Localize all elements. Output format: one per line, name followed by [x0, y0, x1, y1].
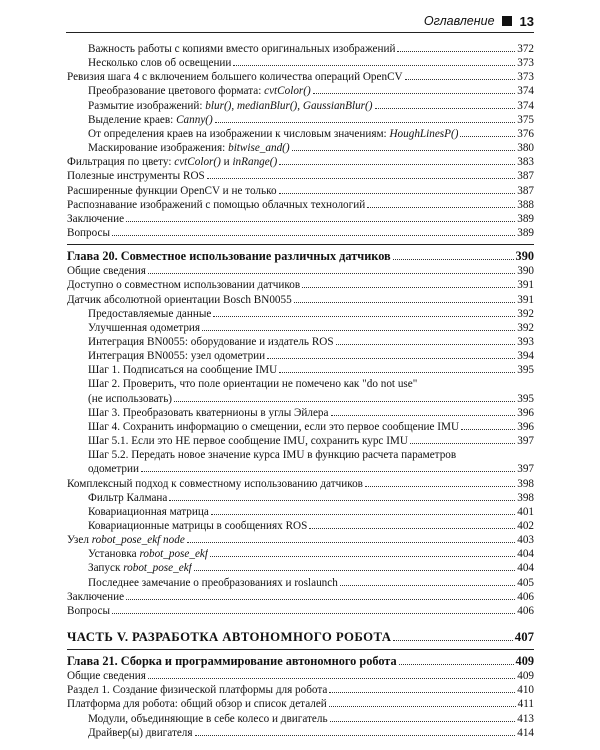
toc-entry-title [67, 248, 391, 264]
toc-entry [67, 184, 534, 198]
square-marker-icon [502, 16, 512, 26]
toc-subentry [67, 434, 534, 448]
title-text: Общие сведения [67, 670, 146, 683]
dot-leader [397, 51, 515, 52]
title-text: Заключение [67, 212, 125, 225]
toc-entry [67, 533, 534, 547]
dot-leader [211, 514, 515, 515]
toc-page-number: 397 [517, 463, 534, 476]
toc-page-number: 394 [517, 350, 534, 363]
toc-page-number: 401 [517, 505, 534, 518]
toc-entry-title [88, 127, 458, 141]
toc-entry-title [67, 155, 277, 169]
toc-entry-title [88, 462, 139, 476]
code-term: HoughLinesP() [389, 127, 459, 140]
toc-page-number: 373 [517, 71, 534, 84]
title-text: Несколько слов об освещении [88, 57, 232, 70]
toc-entry [67, 697, 534, 711]
toc-subentry [67, 42, 534, 56]
toc-entry-title [88, 561, 192, 575]
code-term: cvtColor() [264, 85, 311, 98]
toc-entry-title [67, 533, 185, 547]
title-text: Выделение краев: [88, 113, 177, 126]
toc-subentry [67, 84, 534, 98]
title-text: Фильтрация по цвету: [67, 156, 175, 169]
title-text: Драйвер(ы) двигателя [88, 726, 193, 739]
toc-subentry [67, 712, 534, 726]
dot-leader [141, 471, 515, 472]
toc-entry-title [67, 477, 363, 491]
title-text: и [220, 156, 233, 169]
dot-leader [112, 613, 515, 614]
dot-leader [393, 259, 514, 260]
toc-entry-title [88, 349, 265, 363]
toc-page-number: 389 [517, 212, 534, 225]
page-number: 13 [519, 13, 534, 29]
toc-subentry [67, 363, 534, 377]
toc-entry-title [88, 434, 408, 448]
title-text: Шаг 5.2. Передать новое значение курса IMU в функцию расчета параметров [88, 449, 457, 462]
toc-chapter [67, 649, 534, 669]
toc-subentry [67, 321, 534, 335]
toc-subentry [67, 726, 534, 740]
toc-subentry [67, 519, 534, 533]
toc-page-number: 393 [517, 335, 534, 348]
toc-entry [67, 683, 534, 697]
toc-subentry [67, 127, 534, 141]
toc-entry-title [88, 505, 209, 519]
code-term: bitwise_and() [228, 142, 290, 155]
dot-leader [399, 664, 514, 665]
dot-leader [148, 273, 515, 274]
dot-leader [279, 164, 515, 165]
toc-entry-title [88, 307, 211, 321]
toc-page-number: 405 [517, 576, 534, 589]
dot-leader [267, 358, 515, 359]
title-text: Вопросы [67, 227, 110, 240]
toc-entry [67, 169, 534, 183]
toc-entry-title [67, 604, 110, 618]
toc-entry-title [88, 113, 213, 127]
toc-entry-title [67, 653, 397, 669]
code-term: robot_pose_ekf [139, 548, 208, 561]
toc-subentry [67, 462, 534, 476]
toc-entry [67, 264, 534, 278]
dot-leader [367, 207, 515, 208]
toc-entry [67, 293, 534, 307]
toc-entry-title [67, 212, 124, 226]
toc-page-number: 409 [517, 670, 534, 683]
title-text: Интеграция BN0055: оборудование и издатель ROS [88, 335, 334, 348]
dot-leader [169, 500, 515, 501]
toc-part [67, 629, 534, 645]
toc-page-number: 391 [517, 293, 534, 306]
dot-leader [148, 678, 515, 679]
title-text: Узел [67, 534, 92, 547]
title-text: Фильтр Калмана [88, 491, 168, 504]
toc-page-number: 372 [517, 43, 534, 55]
toc-entry [67, 212, 534, 226]
toc-entry [67, 70, 534, 84]
title-text: Ковариационная матрица [88, 505, 209, 518]
title-text: Шаг 4. Сохранить информацию о смещении, если это первое сообщение IMU [88, 420, 460, 433]
toc-page-number: 406 [517, 604, 534, 617]
dot-leader [194, 570, 515, 571]
toc-entry [67, 198, 534, 212]
dot-leader [329, 706, 516, 707]
title-text: Установка [88, 548, 140, 561]
toc-entry-title [88, 726, 193, 740]
title-text: Глава 21. Сборка и программирование автономного робота [67, 654, 397, 669]
toc-entry-title [88, 335, 334, 349]
title-text: (не использовать) [88, 392, 173, 405]
dot-leader [210, 556, 515, 557]
title-text: Размытие изображений: [88, 99, 206, 112]
toc-page-number: 404 [517, 562, 534, 575]
toc-subentry [67, 392, 534, 406]
toc-entry [67, 278, 534, 292]
dot-leader [329, 692, 515, 693]
toc-entry-title [67, 293, 292, 307]
toc-entry-title [88, 42, 395, 56]
toc-entry-title [88, 377, 417, 391]
toc-subentry [67, 99, 534, 113]
toc-entry-title [67, 683, 327, 697]
toc-entry-title [88, 406, 329, 420]
title-text: Последнее замечание о преобразованиях и roslaunch [88, 576, 338, 589]
toc-entry-title [67, 590, 124, 604]
dot-leader [207, 178, 515, 179]
title-text: Улучшенная одометрия [88, 321, 201, 334]
toc-page-number: 398 [517, 477, 534, 490]
code-term: robot_pose_ekf [123, 562, 192, 575]
toc-subentry [67, 349, 534, 363]
dot-leader [410, 443, 515, 444]
dot-leader [215, 122, 515, 123]
dot-leader [313, 93, 515, 94]
toc-entry-title [88, 448, 456, 462]
toc-entry-title [88, 519, 307, 533]
toc-subentry [67, 335, 534, 349]
toc-page-number: 373 [517, 57, 534, 70]
toc-entry-title [67, 169, 205, 183]
title-text: Полезные инструменты ROS [67, 170, 205, 183]
toc-page-number: 409 [515, 654, 534, 669]
toc-entry-title [67, 198, 365, 212]
toc-entry-title [88, 84, 311, 98]
toc-page-number: 403 [517, 534, 534, 547]
dot-leader [340, 585, 515, 586]
toc-page-number: 389 [517, 227, 534, 240]
toc-entry-title [88, 420, 459, 434]
toc-page-number: 407 [514, 630, 534, 645]
title-text: Шаг 5.1. Если это НЕ первое сообщение IMU, сохранить курс IMU [88, 435, 408, 448]
title-text: Важность работы с копиями вместо оригинальных изображений [88, 43, 396, 55]
code-term: medianBlur() [237, 99, 298, 112]
title-text: Запуск [88, 562, 124, 575]
toc-entry-title [67, 70, 403, 84]
toc-subentry [67, 113, 534, 127]
dot-leader [294, 302, 516, 303]
dot-leader [202, 330, 515, 331]
title-text: Шаг 3. Преобразовать кватернионы в углы Эйлера [88, 406, 329, 419]
dot-leader [112, 235, 515, 236]
toc-page-number: 390 [517, 265, 534, 278]
toc-page-number: 398 [517, 491, 534, 504]
title-text: Комплексный подход к совместному использованию датчиков [67, 477, 363, 490]
dot-leader [309, 528, 515, 529]
title-text: Модули, объединяющие в себе колесо и двигатель [88, 712, 328, 725]
code-term: GaussianBlur() [302, 99, 373, 112]
toc-subentry [67, 141, 534, 155]
dot-leader [461, 429, 515, 430]
title-text: Предоставляемые данные [88, 307, 212, 320]
toc-entry-title [67, 278, 300, 292]
toc-page-number: 388 [517, 198, 534, 211]
title-text: Доступно о совместном использовании датчиков [67, 279, 301, 292]
title-text: Ревизия шага 4 с включением большего количества операций OpenCV [67, 71, 403, 84]
dot-leader [126, 599, 515, 600]
toc-page-number: 402 [517, 520, 534, 532]
title-text: Шаг 2. Проверить, что поле ориентации не помечено как "do not use" [88, 378, 418, 391]
toc-entry-title [67, 226, 110, 240]
title-text: Ковариационные матрицы в сообщениях ROS [88, 520, 308, 532]
dot-leader [233, 65, 515, 66]
title-text: Заключение [67, 590, 125, 603]
dot-leader [336, 344, 516, 345]
dot-leader [393, 640, 512, 641]
title-text: , [231, 99, 237, 112]
toc-entry-title [88, 576, 338, 590]
dot-leader [292, 150, 516, 151]
dot-leader [213, 316, 515, 317]
toc-page-number: 387 [517, 170, 534, 183]
toc-entry [67, 669, 534, 683]
toc-entry-title [88, 321, 200, 335]
title-text: Распознавание изображений с помощью облачных технологий [67, 198, 366, 211]
toc-subentry [67, 448, 534, 462]
toc-entry-title [88, 56, 231, 70]
toc-page-number: 392 [517, 307, 534, 320]
toc-subentry [67, 56, 534, 70]
toc-page-number: 413 [517, 712, 534, 725]
toc-entry [67, 477, 534, 491]
toc-entry [67, 226, 534, 240]
page-header [66, 10, 534, 33]
toc-subentry [67, 406, 534, 420]
title-text: , [297, 99, 303, 112]
dot-leader [330, 721, 516, 722]
toc-entry-title [67, 669, 146, 683]
title-text: Датчик абсолютной ориентации Bosch BN0055 [67, 293, 292, 306]
toc-subentry [67, 377, 534, 391]
toc-page-number: 397 [517, 435, 534, 448]
title-text: Расширенные функции OpenCV и не только [67, 184, 277, 197]
title-text: Преобразование цветового формата: [88, 85, 265, 98]
dot-leader [279, 193, 516, 194]
toc-entry-title [67, 184, 277, 198]
toc-subentry [67, 491, 534, 505]
title-text: ЧАСТЬ V. РАЗРАБОТКА АВТОНОМНОГО РОБОТА [67, 630, 392, 645]
toc-entry-title [88, 141, 290, 155]
toc-subentry [67, 561, 534, 575]
dot-leader [126, 221, 515, 222]
toc-entry-title [88, 363, 277, 377]
toc-subentry [67, 307, 534, 321]
title-text: Вопросы [67, 604, 110, 617]
dot-leader [279, 372, 515, 373]
toc-entry-title [67, 264, 146, 278]
toc-page-number: 390 [515, 249, 534, 264]
toc-subentry [67, 576, 534, 590]
title-text: Раздел 1. Создание физической платформы для робота [67, 684, 328, 697]
dot-leader [331, 415, 516, 416]
dot-leader [195, 735, 516, 736]
title-text: Общие сведения [67, 265, 146, 278]
toc-entry [67, 590, 534, 604]
toc-page-number: 404 [517, 548, 534, 561]
dot-leader [365, 486, 515, 487]
code-term: robot_pose_ekf node [91, 534, 185, 547]
toc-page-number: 391 [517, 279, 534, 292]
toc-page-number: 392 [517, 321, 534, 334]
title-text: Глава 20. Совместное использование различных датчиков [67, 249, 391, 264]
table-of-contents [67, 42, 534, 740]
title-text: От определения краев на изображении к числовым значениям: [88, 127, 390, 140]
title-text: одометрии [88, 463, 139, 476]
toc-entry-title [88, 712, 328, 726]
title-text: Маскирование изображения: [88, 142, 229, 155]
toc-page-number: 376 [517, 127, 534, 140]
dot-leader [375, 108, 516, 109]
toc-page-number: 387 [517, 184, 534, 197]
toc-entry-title [88, 99, 373, 113]
toc-page-number: 375 [517, 113, 534, 126]
toc-subentry [67, 505, 534, 519]
toc-page-number: 374 [517, 99, 534, 112]
toc-page-number: 410 [517, 684, 534, 697]
toc-chapter [67, 244, 534, 264]
toc-page-number: 406 [517, 590, 534, 603]
toc-page-number: 395 [517, 392, 534, 405]
toc-page-number: 411 [517, 698, 534, 711]
dot-leader [174, 401, 515, 402]
toc-entry-title [67, 697, 327, 711]
code-term: blur() [205, 99, 232, 112]
toc-subentry [67, 547, 534, 561]
title-text: Шаг 1. Подписаться на сообщение IMU [88, 364, 278, 377]
toc-page-number: 396 [517, 406, 534, 419]
toc-entry-title [88, 491, 167, 505]
toc-page-number: 380 [517, 142, 534, 155]
toc-entry [67, 155, 534, 169]
code-term: Canny() [176, 113, 213, 126]
toc-page-number: 396 [517, 420, 534, 433]
toc-page-number: 383 [517, 156, 534, 169]
toc-page-number: 374 [517, 85, 534, 98]
dot-leader [187, 542, 515, 543]
title-text: Платформа для робота: общий обзор и список деталей [67, 698, 327, 711]
dot-leader [302, 287, 515, 288]
running-title: Оглавление [423, 14, 495, 28]
dot-leader [405, 79, 516, 80]
code-term: inRange() [232, 156, 278, 169]
toc-entry-title [88, 392, 172, 406]
toc-subentry [67, 420, 534, 434]
dot-leader [460, 136, 515, 137]
code-term: cvtColor() [174, 156, 221, 169]
toc-entry-title [67, 629, 391, 645]
toc-entry-title [88, 547, 208, 561]
toc-entry [67, 604, 534, 618]
title-text: Интеграция BN0055: узел одометрии [88, 350, 266, 363]
toc-page-number: 395 [517, 364, 534, 377]
toc-page-number: 414 [517, 726, 534, 739]
